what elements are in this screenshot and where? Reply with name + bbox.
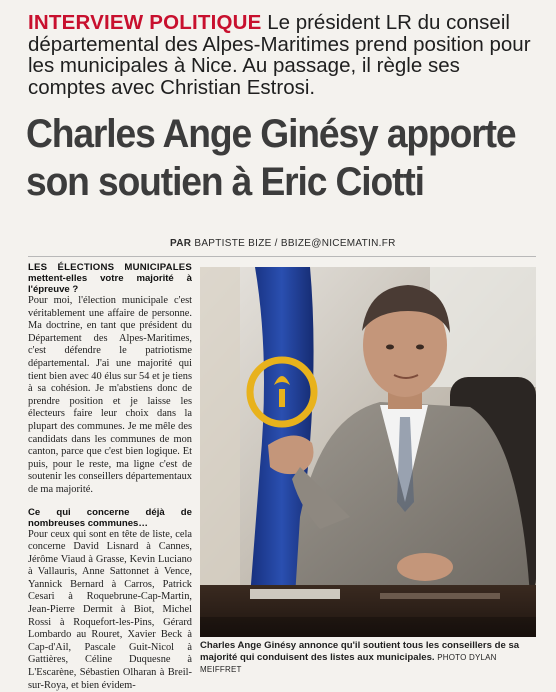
photo-credit: PHOTO DYLAN MEIFFRET	[200, 653, 497, 674]
answer-2: Pour ceux qui sont en tête de liste, cela concerne David Lisnard à Cannes, Jérôme Viaud à Grasse, Kevin Luciano à Vallauris, Anne Sattonnet à Vence, Yannick Bernard à Carros, Patrick Cesari à Roquebrune-Cap-Martin, Jean-Pierre Dermit à Biot, Michel Rossi à Roquefort-les-Pins, Gérard Lombardo au Rouret, Xavier Beck à Cap-d'Ail, Pascale Guit-Nicol à Gattières, Céline Duquesne à L'Escarène, Sébastien Olharan à Breil-sur-Roya, et bien évidem-	[28, 529, 192, 692]
question-2: Ce qui concerne déjà de nombreuses communes…	[28, 507, 192, 529]
headline-line-2: son soutien à Eric Ciotti	[26, 158, 510, 206]
kicker-tag: INTERVIEW POLITIQUE	[28, 11, 262, 34]
kicker-text: Le président LR du conseil départemental des Alpes-Maritimes prend position pour les municipales à Nice. Au passage, il règle ses comptes avec Christian Estrosi.	[28, 11, 531, 99]
divider	[28, 256, 536, 257]
caption-text: Charles Ange Ginésy annonce qu'il soutient tous les conseillers de sa majorité qui conduisent des listes aux municipales.	[200, 640, 519, 663]
kicker	[28, 12, 540, 98]
byline	[170, 238, 396, 249]
article-column	[28, 262, 192, 692]
headline	[26, 110, 510, 206]
question-1-caps: LES ÉLECTIONS MUNICIPALES	[28, 262, 192, 273]
byline-author: BAPTISTE BIZE / BBIZE@NICEMATIN.FR	[191, 238, 395, 249]
article-photo	[200, 267, 536, 637]
byline-par: PAR	[170, 238, 191, 249]
headline-line-1: Charles Ange Ginésy apporte	[26, 110, 510, 158]
question-1	[28, 262, 192, 295]
photo-illustration	[200, 267, 536, 637]
answer-1: Pour moi, l'élection municipale c'est véritablement une affaire de personne. Ma doctrine, en tant que président du Département des Alpes-Maritimes, c'est défendre le patriotisme départemental. J'ai une majorité qui tient bien avec 40 élus sur 54 et je tiens à sa cohésion. Je m'abstiens donc de prendre position et je laisse les électeurs faire leur choix dans la plupart des communes. Je me mêle des candidats dans les communes de mon canton, parce que c'est bien logique. Et puis, pour le reste, ma ligne c'est de soutenir les conseillers départementaux de ma majorité.	[28, 295, 192, 497]
photo-caption	[200, 640, 540, 676]
question-1-rest: mettent-elles votre majorité à l'épreuve ?	[28, 273, 192, 295]
